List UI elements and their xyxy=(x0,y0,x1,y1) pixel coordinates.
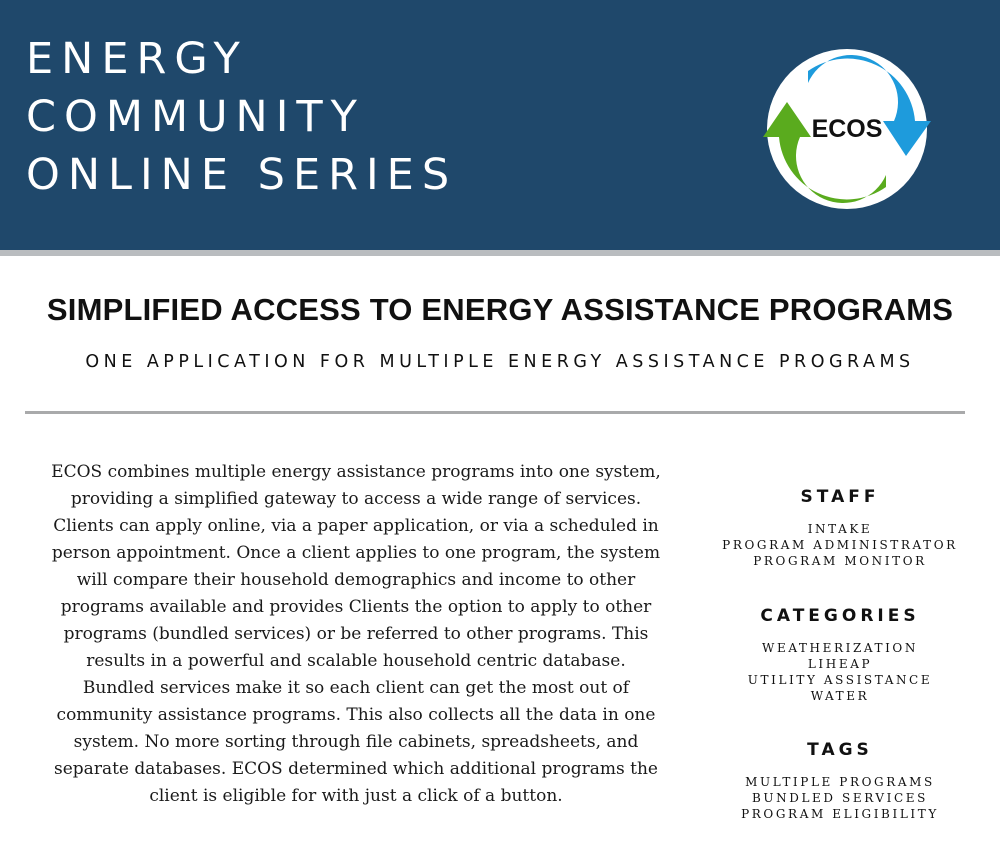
categories-list xyxy=(700,640,980,704)
page-title: SIMPLIFIED ACCESS TO ENERGY ASSISTANCE PROGRAMS xyxy=(46,292,954,327)
tags-section xyxy=(700,740,980,822)
tag-item: BUNDLED SERVICES xyxy=(752,791,928,805)
description-paragraph: ECOS combines multiple energy assistance programs into one system, providing a simplified gateway to access a wide range of services. Clients can apply online, via a paper application, or via a scheduled in person appointment. Once a client applies to one program, the system will compare their household demographics and income to other programs available and provides Clients the option to apply to other programs (bundled services) or be referred to other programs. This results in a powerful and scalable household centric database. Bundled services make it so each client can get the most out of community assistance programs. This also collects all the data in one system. No more sorting through file cabinets, spreadsheets, and separate databases. ECOS determined which additional programs the client is eligible for with just a click of a button. xyxy=(51,462,661,806)
staff-item: PROGRAM ADMINISTRATOR xyxy=(722,538,958,552)
series-title xyxy=(26,30,457,204)
categories-section xyxy=(700,606,980,704)
category-item: WEATHERIZATION xyxy=(762,641,918,655)
categories-heading: CATEGORIES xyxy=(760,606,920,626)
category-item: WATER xyxy=(810,689,870,703)
staff-list xyxy=(700,521,980,569)
tags-heading: TAGS xyxy=(807,740,873,760)
staff-heading: STAFF xyxy=(800,487,880,507)
tag-item: MULTIPLE PROGRAMS xyxy=(745,775,935,789)
header-divider-band xyxy=(0,250,1000,256)
staff-item: PROGRAM MONITOR xyxy=(753,554,927,568)
page-subtitle: ONE APPLICATION FOR MULTIPLE ENERGY ASSISTANCE PROGRAMS xyxy=(85,352,915,372)
logo-text: ECOS xyxy=(811,115,883,143)
staff-item: INTAKE xyxy=(807,522,873,536)
series-title-line: ENERGY xyxy=(26,34,248,84)
category-item: UTILITY ASSISTANCE xyxy=(747,673,933,687)
tags-list xyxy=(700,774,980,822)
section-divider xyxy=(25,411,965,414)
series-title-line: ONLINE SERIES xyxy=(26,150,458,200)
series-title-line: COMMUNITY xyxy=(26,92,365,142)
staff-section xyxy=(700,487,980,569)
tag-item: PROGRAM ELIGIBILITY xyxy=(741,807,939,821)
category-item: LIHEAP xyxy=(807,657,873,671)
ecos-logo xyxy=(736,38,958,220)
